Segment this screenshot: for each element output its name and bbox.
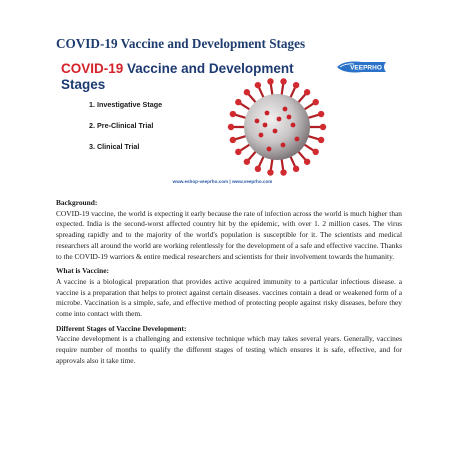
section-body-what-is-vaccine: A vaccine is a biological preparation that provides active acquired immunity to a particular infectious disease. a vaccine is a preparation that helps to protect against certain diseases. vaccines contain a dead or weakened form of a microbe. Vaccination is a simple, safe, and effective method of protecting people against risky diseases, before they come into contact with them. xyxy=(56,276,402,319)
banner-url: www.eshop-veeprho.com | www.veeprho.com xyxy=(172,179,273,184)
logo-text: VEEPRHO xyxy=(350,64,382,72)
banner-title-highlight: COVID-19 xyxy=(61,61,124,76)
section-heading-what-is-vaccine: What is Vaccine: xyxy=(56,266,109,276)
coronavirus-icon xyxy=(223,73,331,181)
stage-item-2: 2. Pre-Clinical Trial xyxy=(89,121,154,130)
veeprho-logo-icon xyxy=(336,60,388,74)
document-title: COVID-19 Vaccine and Development Stages xyxy=(56,36,306,51)
stage-item-3: 3. Clinical Trial xyxy=(89,142,140,151)
stage-list xyxy=(89,100,162,163)
banner-image xyxy=(55,57,390,191)
section-body-background: COVID-19 vaccine, the world is expecting it early because the rate of infection across the world is much higher than expected. India is the second-worst affected country hit by the epidemic, with over 1. 2 million cases. The virus spreading rapidly and to the majority of the world's population is susceptible for it. The scientists and medical researchers all around the world are working relentlessly for the development of a safe and effective vaccine. Thanks to the COVID-19 warriors & entire medical researchers and scientists for their involvement towards the humanity. xyxy=(56,208,402,261)
section-heading-development-stages: Different Stages of Vaccine Development: xyxy=(56,323,187,333)
section-body-development-stages: Vaccine development is a challenging and extensive technique which may takes several years. Generally, vaccines require number of months to qualify the different stages of testing which ensures it is safe, effective, and for approvals also it take time. xyxy=(56,334,402,365)
stage-item-1: 1. Investigative Stage xyxy=(89,100,163,109)
banner-title-rest: Vaccine and Development Stages xyxy=(61,61,294,92)
article-body xyxy=(56,198,402,367)
section-heading-background: Background: xyxy=(56,198,98,207)
